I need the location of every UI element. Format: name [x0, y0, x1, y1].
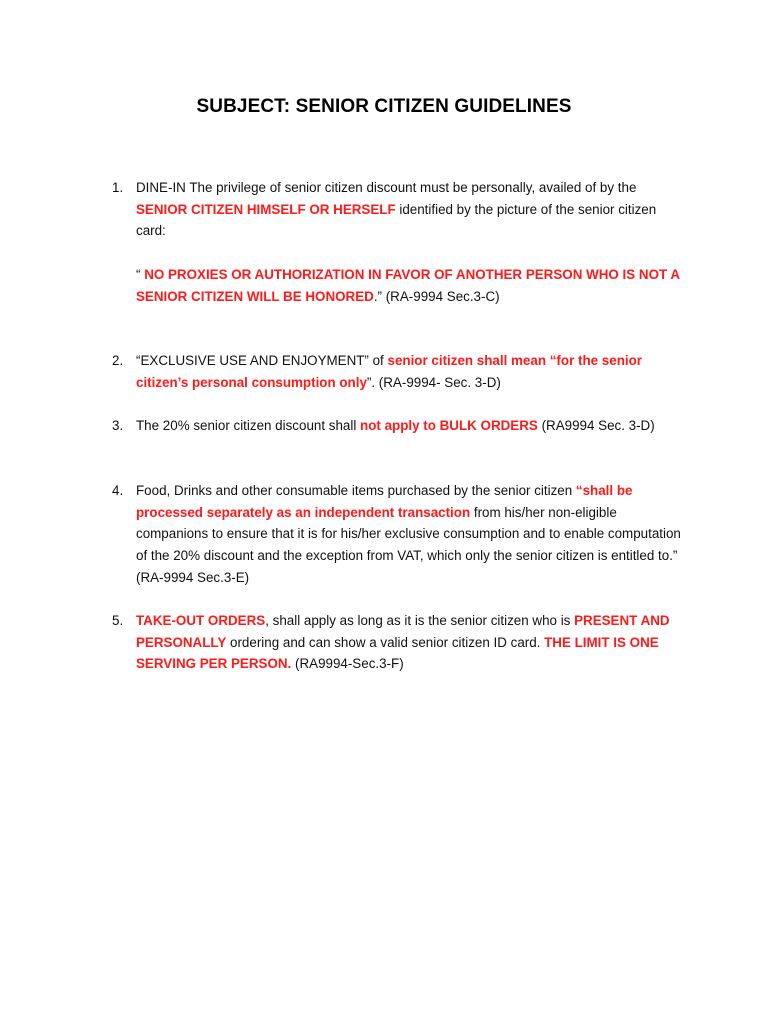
item-2-citation: ”. (RA-9994- Sec. 3-D): [366, 374, 501, 390]
item-4-text-continued: from his/her non-eligible companions to ensure that it is for his/her exclusive consumption and to enable computation of the 20% discount and the exception from VAT, which only the senior citizen is entitled to.” (RA-9994 Sec.3-E): [136, 504, 681, 585]
item-1-citation: .” (RA-9994 Sec.3-C): [373, 288, 500, 304]
document-title: SUBJECT: SENIOR CITIZEN GUIDELINES: [196, 96, 572, 117]
item-1-paragraph-2: [136, 264, 681, 307]
item-number: 4.: [112, 483, 124, 498]
item-3-citation: (RA9994 Sec. 3-D): [537, 418, 655, 433]
item-5-emphasis-present: PRESENT AND PERSONALLY: [136, 613, 670, 650]
item-5-emphasis-limit: THE LIMIT IS ONE SERVING PER PERSON.: [136, 634, 659, 672]
item-1-text: identified by the picture of the senior citizen card:: [136, 201, 657, 239]
item-5-text: , shall apply as long as it is the senior citizen who is: [265, 613, 575, 628]
item-3-paragraph: [136, 415, 681, 437]
item-3-text: The 20% senior citizen discount shall: [136, 418, 361, 433]
item-4-paragraph: [136, 480, 681, 589]
guideline-item-5: [112, 610, 681, 675]
item-1-text: DINE-IN The privilege of senior citizen discount must be personally, availed of by the: [136, 180, 637, 195]
item-1-emphasis: SENIOR CITIZEN HIMSELF OR HERSELF: [136, 201, 396, 217]
item-2-paragraph: [136, 350, 681, 393]
item-2-text: “EXCLUSIVE USE AND ENJOYMENT” of: [136, 353, 388, 368]
item-5-text-continued: ordering and can show a valid senior citizen ID card.: [226, 634, 545, 650]
item-5-paragraph: [136, 610, 681, 675]
item-number: 1.: [112, 180, 124, 195]
item-1-paragraph-1: [136, 177, 681, 242]
guideline-item-1: [112, 177, 681, 307]
item-2-emphasis: senior citizen shall mean “for the senior citizen’s personal consumption only: [136, 353, 642, 390]
item-1-quote-emphasis: NO PROXIES OR AUTHORIZATION IN FAVOR OF ANOTHER PERSON WHO IS NOT A SENIOR CITIZEN WILL BE HONORED: [136, 266, 680, 304]
item-3-emphasis: not apply to BULK ORDERS: [360, 418, 538, 433]
item-number: 5.: [112, 613, 124, 628]
item-5-citation: (RA9994-Sec.3-F): [291, 656, 404, 672]
item-number: 3.: [112, 418, 124, 433]
item-4-text: Food, Drinks and other consumable items purchased by the senior citizen: [136, 483, 576, 498]
item-number: 2.: [112, 353, 124, 368]
item-1-quote-open: “: [136, 266, 145, 282]
guideline-item-2: [112, 350, 681, 393]
guideline-item-4: [112, 480, 681, 589]
item-4-emphasis: “shall be processed separately as an independent transaction: [136, 483, 633, 520]
guideline-item-3: [112, 415, 681, 437]
item-5-emphasis-take-out: TAKE-OUT ORDERS: [136, 613, 266, 628]
